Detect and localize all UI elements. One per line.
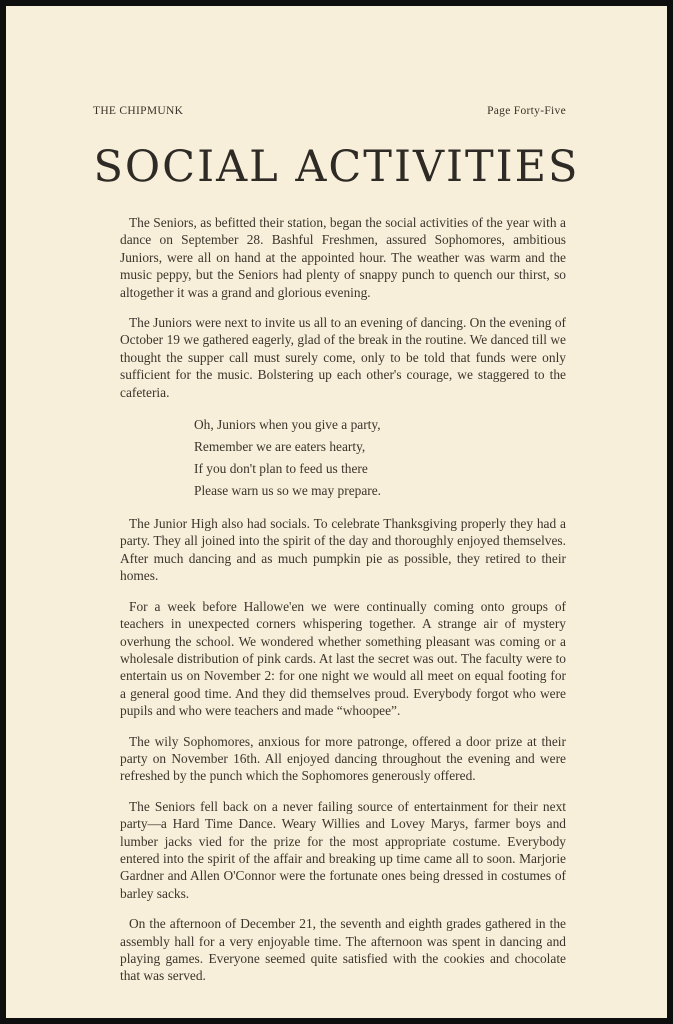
paragraph: The Seniors fell back on a never failing source of entertainment for their next party—a Hard Time Dance. Weary Willies and Lovey Marys, farmer boys and lumber jacks vied for the prize for the most appropriate costume. Everybody entered into the spirit of the affair and breaking up time came all to soon. Marjorie Gardner and Allen O'Connor were the fortunate ones being dressed in costumes of barley sacks.	[120, 798, 566, 901]
article-body	[120, 214, 566, 998]
poem-line: If you don't plan to feed us there	[194, 461, 368, 477]
paragraph: On the afternoon of December 21, the seventh and eighth grades gathered in the assembly hall for a very enjoyable time. The afternoon was spent in dancing and playing games. Everyone seemed quite satisfied with the cookies and chocolate that was served.	[120, 916, 566, 984]
poem	[194, 414, 566, 502]
publication-name: THE CHIPMUNK	[93, 105, 184, 117]
poem-line: Please warn us so we may prepare.	[194, 483, 382, 499]
page-number: Page Forty-Five	[487, 105, 566, 117]
paragraph: The wily Sophomores, anxious for more patronge, offered a door prize at their party on November 16th. All enjoyed dancing throughout the evening and were refreshed by the punch which the Sophomores generously offered.	[120, 733, 566, 784]
poem-line: Oh, Juniors when you give a party,	[194, 417, 381, 433]
paragraph: The Juniors were next to invite us all to an evening of dancing. On the evening of October 19 we gathered eagerly, glad of the break in the routine. We danced till we thought the supper call must surely come, only to be told that funds were only sufficient for the music. Bolstering up each other's courage, we staggered to the cafeteria.	[120, 315, 566, 400]
yearbook-page	[6, 6, 667, 1018]
paragraph: For a week before Hallowe'en we were continually coming onto groups of teachers in unexpected corners whispering together. A strange air of mystery overhung the school. We wondered whether something pleasant was coming or a wholesale distribution of pink cards. At last the secret was out. The faculty were to entertain us on November 2: for one night we would all meet on equal footing for a general good time. And they did themselves proud. Everybody forgot who were pupils and who were teachers and made “whoopee”.	[120, 598, 566, 719]
page-title: SOCIAL ACTIVITIES	[93, 142, 580, 192]
poem-line: Remember we are eaters hearty,	[194, 439, 366, 455]
paragraph: The Seniors, as befitted their station, began the social activities of the year with a dance on September 28. Bashful Freshmen, assured Sophomores, ambitious Juniors, were all on hand at the appointed hour. The weather was warm and the music peppy, but the Seniors had plenty of snappy punch to quench our thirst, so altogether it was a grand and glorious evening.	[120, 215, 566, 300]
paragraph: The Junior High also had socials. To celebrate Thanksgiving properly they had a party. They all joined into the spirit of the day and thoroughly enjoyed themselves. After much dancing and as much pumpkin pie as possible, they retired to their homes.	[120, 516, 566, 584]
